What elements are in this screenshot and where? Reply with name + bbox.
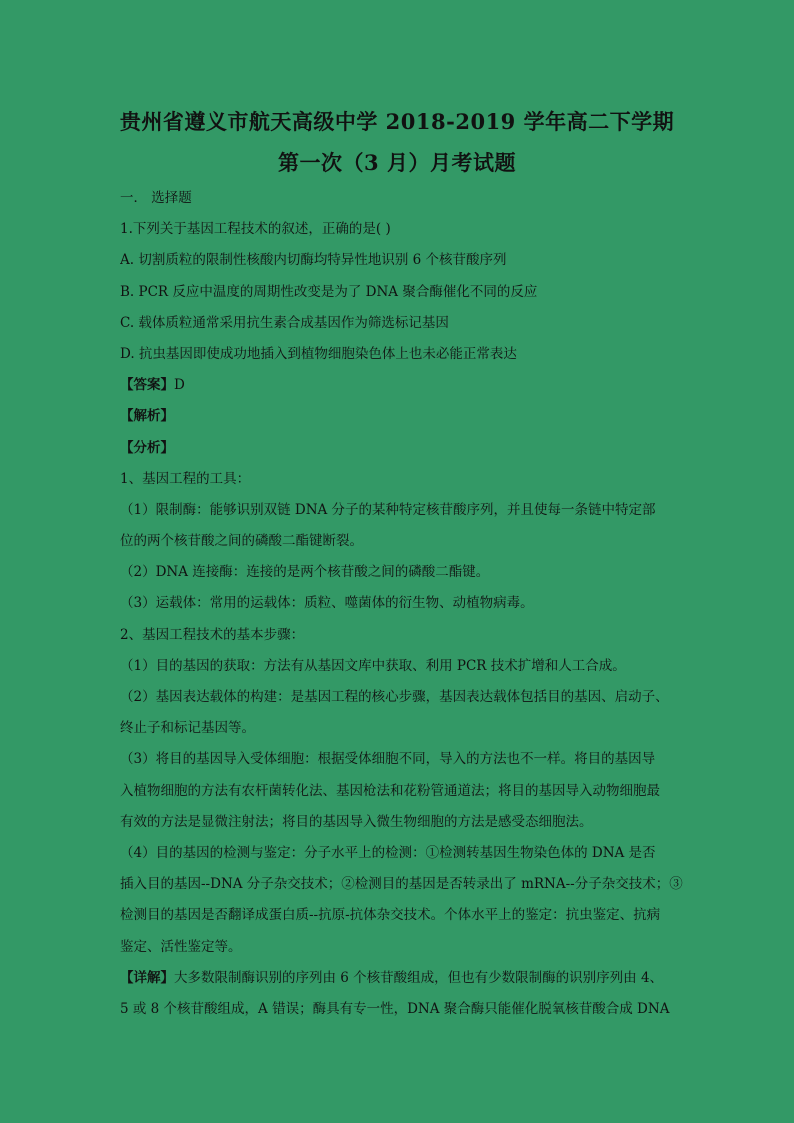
- section-tag: 【答案】: [120, 377, 174, 394]
- line-text: （4）目的基因的检测与鉴定：分子水平上的检测：①检测转基因生物染色体的 DNA 是否: [120, 844, 656, 861]
- text-line: [120, 214, 684, 245]
- line-text: 5 或 8 个核苷酸组成，A 错误；酶具有专一性，DNA 聚合酶只能催化脱氧核苷酸合成 DNA: [120, 1000, 670, 1017]
- line-text: （1）限制酶：能够识别双链 DNA 分子的某种特定核苷酸序列，并且使每一条链中特定部: [120, 501, 656, 518]
- text-line: [120, 744, 684, 775]
- document-title: 贵州省遵义市航天高级中学 2018-2019 学年高二下学期: [119, 109, 675, 134]
- text-line: [120, 994, 684, 1025]
- document-subtitle: 第一次（3 月）月考试题: [278, 150, 516, 175]
- text-line: [120, 807, 684, 838]
- line-text: 入植物细胞的方法有农杆菌转化法、基因枪法和花粉管通道法；将目的基因导入动物细胞最: [120, 782, 660, 799]
- line-text: A. 切割质粒的限制性核酸内切酶均特异性地识别 6 个核苷酸序列: [120, 252, 507, 269]
- text-line: [120, 339, 684, 370]
- text-line: [120, 776, 684, 807]
- line-text: 大多数限制酶识别的序列由 6 个核苷酸组成，但也有少数限制酶的识别序列由 4、: [174, 969, 664, 986]
- line-text: B. PCR 反应中温度的周期性改变是为了 DNA 聚合酶催化不同的反应: [120, 283, 538, 300]
- line-text: （2）基因表达载体的构建：是基因工程的核心步骤，基因表达载体包括目的基因、启动子、: [120, 689, 669, 705]
- section-tag: 【详解】: [120, 969, 174, 986]
- text-line: [120, 557, 684, 588]
- section-tag: 【分析】: [120, 439, 174, 456]
- text-line: [120, 588, 684, 619]
- text-line: [120, 245, 684, 276]
- line-text: 终止子和标记基因等。: [120, 720, 255, 737]
- line-text: 1、基因工程的工具：: [120, 470, 251, 487]
- line-text: 一． 选择题: [120, 190, 192, 206]
- line-text: C. 载体质粒通常采用抗生素合成基因作为筛选标记基因: [120, 314, 449, 331]
- line-text: D. 抗虫基因即使成功地插入到植物细胞染色体上也未必能正常表达: [120, 345, 517, 362]
- text-line: [120, 433, 684, 464]
- line-text: 2、基因工程技术的基本步骤：: [120, 626, 305, 643]
- line-text: （3）运载体：常用的运载体：质粒、噬菌体的衍生物、动植物病毒。: [120, 595, 534, 612]
- line-text: （3）将目的基因导入受体细胞：根据受体细胞不同，导入的方法也不一样。将目的基因导: [120, 751, 656, 768]
- text-line: [120, 183, 684, 214]
- line-text: 位的两个核苷酸之间的磷酸二酯键断裂。: [120, 533, 363, 550]
- text-line: [120, 682, 684, 713]
- line-text: 检测目的基因是否翻译成蛋白质--抗原-抗体杂交技术。个体水平上的鉴定：抗虫鉴定、抗病: [120, 907, 661, 924]
- line-text: （1）目的基因的获取：方法有从基因文库中获取、利用 PCR 技术扩增和人工合成。: [120, 657, 626, 674]
- text-line: [120, 401, 684, 432]
- text-line: [120, 963, 684, 994]
- line-text: 鉴定、活性鉴定等。: [120, 938, 242, 955]
- section-tag: 【解析】: [120, 408, 174, 425]
- line-text: 插入目的基因--DNA 分子杂交技术；②检测目的基因是否转录出了 mRNA--分子杂交技术；③: [120, 876, 683, 893]
- text-line: [120, 932, 684, 963]
- text-line: [120, 308, 684, 339]
- line-text: 1.下列关于基因工程技术的叙述，正确的是( ): [120, 221, 391, 238]
- text-line: [120, 900, 684, 931]
- text-line: [120, 464, 684, 495]
- text-line: [120, 277, 684, 308]
- line-text: D: [174, 377, 185, 394]
- line-text: 有效的方法是显微注射法；将目的基因导入微生物细胞的方法是感受态细胞法。: [120, 813, 593, 830]
- text-line: [120, 651, 684, 682]
- line-text: （2）DNA 连接酶：连接的是两个核苷酸之间的磷酸二酯键。: [120, 564, 490, 581]
- text-line: [120, 869, 684, 900]
- document-body: [120, 183, 684, 1025]
- text-line: [120, 838, 684, 869]
- text-line: [120, 495, 684, 526]
- text-line: [120, 620, 684, 651]
- text-line: [120, 526, 684, 557]
- text-line: [120, 370, 684, 401]
- text-line: [120, 713, 684, 744]
